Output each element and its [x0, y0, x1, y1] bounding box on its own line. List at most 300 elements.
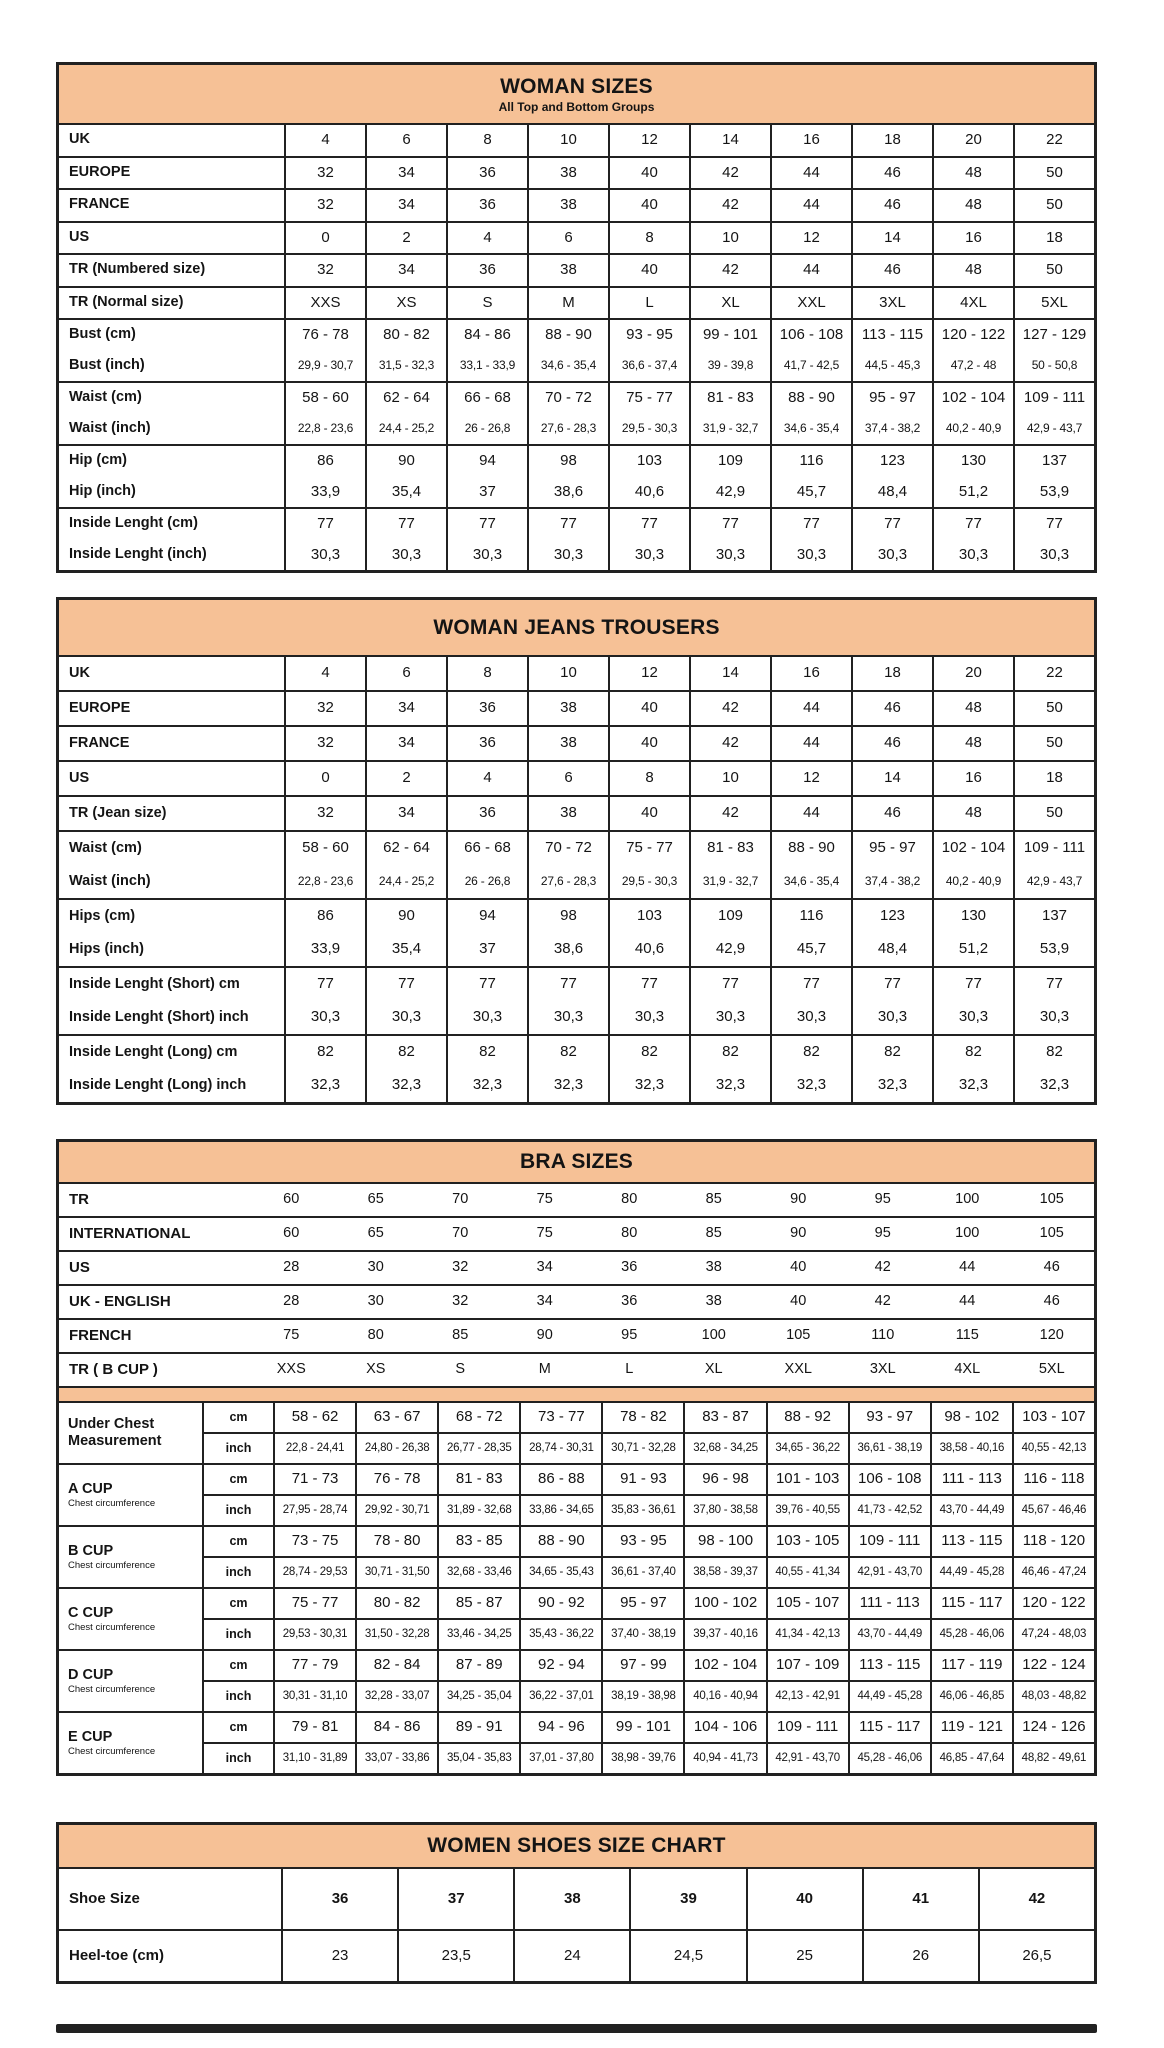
cell-value: S: [455, 1361, 466, 1378]
cell-value: 32,3: [770, 1069, 851, 1102]
table-band: [59, 444, 1094, 507]
row-label: FRENCH: [69, 1326, 132, 1344]
cell-value: 41: [862, 1869, 978, 1929]
cell-value: 45,28 - 46,06: [848, 1744, 930, 1773]
cell-value: 107 - 109: [766, 1651, 848, 1680]
row-label: Bust (inch): [69, 356, 145, 373]
cell-value: 38: [527, 727, 608, 760]
cell-value: 47,2 - 48: [932, 351, 1013, 382]
cell-value: 77: [446, 509, 527, 540]
cup-sublabel: Chest circumference: [68, 1560, 156, 1572]
cell-value: 37,4 - 38,2: [851, 865, 932, 898]
cup-name: B CUP: [68, 1542, 114, 1559]
cell-value: 30,3: [446, 1001, 527, 1034]
cell-value: 90: [790, 1191, 807, 1208]
cell-value: XXL: [784, 1361, 812, 1378]
cell-value: 77: [770, 968, 851, 1001]
cell-value: S: [446, 288, 527, 319]
cell-value: 4: [446, 223, 527, 254]
cell-value: 44,49 - 45,28: [848, 1682, 930, 1711]
cell-value: 28: [283, 1259, 300, 1276]
cell-value: 39: [629, 1869, 745, 1929]
cell-value: 95 - 97: [851, 832, 932, 865]
cell-value: 45,67 - 46,46: [1012, 1496, 1094, 1525]
cell-value: 51,2: [932, 933, 1013, 966]
cell-value: 41,73 - 42,52: [848, 1496, 930, 1525]
table-band: [59, 830, 1094, 898]
cell-value: 12: [770, 223, 851, 254]
cell-value: 32,3: [284, 1069, 365, 1102]
cell-value: 40,55 - 41,34: [766, 1558, 848, 1587]
cell-value: 113 - 115: [851, 320, 932, 351]
cell-value: 82: [689, 1036, 770, 1069]
cell-value: 37: [397, 1869, 513, 1929]
table-row: [204, 1680, 1094, 1711]
cell-value: 30,3: [932, 1001, 1013, 1034]
cell-value: 58 - 60: [284, 383, 365, 414]
table-row: [204, 1465, 1094, 1494]
cell-value: 34,65 - 35,43: [519, 1558, 601, 1587]
cell-value: 30,3: [365, 1001, 446, 1034]
cell-value: 101 - 103: [766, 1465, 848, 1494]
row-label: TR (Numbered size): [69, 261, 206, 278]
cell-value: 32,68 - 33,46: [437, 1558, 519, 1587]
cell-value: 44: [770, 797, 851, 830]
cell-value: 120 - 122: [932, 320, 1013, 351]
cell-value: 16: [770, 125, 851, 156]
cell-value: 24,5: [629, 1931, 745, 1981]
cell-value: 43,70 - 44,49: [848, 1620, 930, 1649]
cell-value: 12: [608, 657, 689, 690]
cell-value: 51,2: [932, 477, 1013, 508]
cell-value: 23: [281, 1931, 397, 1981]
cup-rows: [204, 1465, 1094, 1525]
table-row: [59, 692, 1094, 725]
cell-value: 32,28 - 33,07: [355, 1682, 437, 1711]
cell-value: 46: [1043, 1293, 1060, 1310]
cup-band: [59, 1711, 1094, 1773]
unit-label: cm: [229, 1533, 248, 1548]
cell-value: 53,9: [1013, 477, 1094, 508]
row-label: Inside Lenght (inch): [69, 545, 207, 562]
cell-value: 60: [283, 1225, 300, 1242]
cell-value: L: [608, 288, 689, 319]
cup-label: [59, 1465, 204, 1525]
cell-value: 123: [851, 446, 932, 477]
cell-value: M: [527, 288, 608, 319]
cell-value: 90: [365, 446, 446, 477]
cell-value: 77: [851, 968, 932, 1001]
cell-value: 48,4: [851, 933, 932, 966]
cell-value: 99 - 101: [689, 320, 770, 351]
woman-sizes-table: [56, 62, 1097, 573]
cell-value: 42,9: [689, 933, 770, 966]
cell-value: 81 - 83: [437, 1465, 519, 1494]
cell-value: 94 - 96: [519, 1713, 601, 1742]
cell-value: 41,34 - 42,13: [766, 1620, 848, 1649]
cell-value: 84 - 86: [446, 320, 527, 351]
cell-value: 4: [446, 762, 527, 795]
row-label: US: [69, 1258, 90, 1276]
cell-value: 77 - 79: [273, 1651, 355, 1680]
cell-value: 35,4: [365, 933, 446, 966]
cell-value: 42: [689, 727, 770, 760]
cell-value: 83 - 87: [683, 1403, 765, 1432]
bra-sizes-table: [56, 1139, 1097, 1776]
cell-value: 40,94 - 41,73: [683, 1744, 765, 1773]
cell-value: 8: [446, 125, 527, 156]
cell-value: 27,6 - 28,3: [527, 414, 608, 445]
cell-value: 66 - 68: [446, 832, 527, 865]
cell-value: 110: [871, 1327, 895, 1344]
cell-value: 47,24 - 48,03: [1012, 1620, 1094, 1649]
bra-table-header: [59, 1142, 1094, 1182]
cell-value: 98 - 100: [683, 1527, 765, 1556]
table-row: [59, 1869, 1094, 1929]
cell-value: M: [538, 1361, 551, 1378]
cell-value: 62 - 64: [365, 832, 446, 865]
cell-value: 44: [770, 190, 851, 221]
table-band: [59, 1182, 1094, 1216]
table-band: [59, 725, 1094, 760]
cell-value: 22,8 - 24,41: [273, 1434, 355, 1463]
cell-value: 85 - 87: [437, 1589, 519, 1618]
cell-value: 26 - 26,8: [446, 414, 527, 445]
cell-value: 35,04 - 35,83: [437, 1744, 519, 1773]
cell-value: 50: [1013, 727, 1094, 760]
table-row: [59, 383, 1094, 414]
cell-value: 137: [1013, 900, 1094, 933]
cup-name: D CUP: [68, 1666, 114, 1683]
cup-band: [59, 1525, 1094, 1587]
row-label: US: [69, 228, 90, 245]
cell-value: 50: [1013, 797, 1094, 830]
cell-value: 40,2 - 40,9: [932, 865, 1013, 898]
cell-value: 31,9 - 32,7: [689, 414, 770, 445]
cell-value: 113 - 115: [848, 1651, 930, 1680]
cell-value: 31,5 - 32,3: [365, 351, 446, 382]
table-row: [59, 1931, 1094, 1981]
cell-value: 34,6 - 35,4: [770, 865, 851, 898]
cell-value: 77: [365, 509, 446, 540]
cell-value: 10: [527, 657, 608, 690]
row-label: Heel-toe (cm): [69, 1946, 165, 1964]
cell-value: 40,55 - 42,13: [1012, 1434, 1094, 1463]
table-row: [59, 1354, 1094, 1386]
cell-value: 24,4 - 25,2: [365, 865, 446, 898]
cell-value: 24,80 - 26,38: [355, 1434, 437, 1463]
cell-value: 92 - 94: [519, 1651, 601, 1680]
cell-value: 38,19 - 38,98: [601, 1682, 683, 1711]
cell-value: 34: [365, 255, 446, 286]
cell-value: 5XL: [1013, 288, 1094, 319]
cell-value: 38,98 - 39,76: [601, 1744, 683, 1773]
cell-value: 85: [452, 1327, 469, 1344]
cell-value: 73 - 75: [273, 1527, 355, 1556]
table-band: [59, 188, 1094, 221]
cell-value: 88 - 92: [766, 1403, 848, 1432]
cell-value: 36: [621, 1259, 638, 1276]
cell-value: 34: [365, 797, 446, 830]
cell-value: 30,3: [1013, 540, 1094, 571]
cell-value: 10: [689, 223, 770, 254]
cell-value: 80: [621, 1225, 638, 1242]
table-row: [59, 351, 1094, 382]
table-band: [59, 655, 1094, 690]
cell-value: 66 - 68: [446, 383, 527, 414]
cell-value: 90: [536, 1327, 553, 1344]
cell-value: 33,1 - 33,9: [446, 351, 527, 382]
unit-label: inch: [225, 1750, 252, 1765]
table-row: [59, 1252, 1094, 1284]
cell-value: 109 - 111: [1013, 832, 1094, 865]
cell-value: 70 - 72: [527, 383, 608, 414]
cell-value: 94: [446, 900, 527, 933]
cell-value: 32: [284, 190, 365, 221]
cell-value: 46: [851, 692, 932, 725]
cell-value: 25: [746, 1931, 862, 1981]
cell-value: 29,92 - 30,71: [355, 1496, 437, 1525]
cell-value: 113 - 115: [930, 1527, 1012, 1556]
cell-value: 88 - 90: [770, 832, 851, 865]
cell-value: 40,6: [608, 933, 689, 966]
cell-value: 95 - 97: [851, 383, 932, 414]
cell-value: 26,5: [978, 1931, 1094, 1981]
cell-value: 83 - 85: [437, 1527, 519, 1556]
cell-value: 34,65 - 36,22: [766, 1434, 848, 1463]
cell-value: 27,6 - 28,3: [527, 865, 608, 898]
cell-value: 79 - 81: [273, 1713, 355, 1742]
cell-value: 120 - 122: [1012, 1589, 1094, 1618]
cell-value: 6: [527, 223, 608, 254]
cell-value: 48,82 - 49,61: [1012, 1744, 1094, 1773]
row-label: UK: [69, 131, 90, 148]
cell-value: 41,7 - 42,5: [770, 351, 851, 382]
table-row: [204, 1742, 1094, 1773]
cell-value: XL: [704, 1361, 723, 1378]
cell-value: 42,13 - 42,91: [766, 1682, 848, 1711]
cell-value: 48: [932, 727, 1013, 760]
cell-value: 40,16 - 40,94: [683, 1682, 765, 1711]
cell-value: 40: [608, 190, 689, 221]
row-label: UK: [69, 664, 90, 681]
cup-name: A CUP: [68, 1480, 113, 1497]
cell-value: XS: [366, 1361, 386, 1378]
cell-value: 123: [851, 900, 932, 933]
cup-rows: [204, 1713, 1094, 1773]
cell-value: 46: [851, 727, 932, 760]
cup-rows: [204, 1651, 1094, 1711]
row-label: TR (Normal size): [69, 293, 184, 310]
row-label: Inside Lenght (Short) cm: [69, 975, 240, 992]
cell-value: 32: [452, 1293, 469, 1310]
cell-value: 30,3: [689, 1001, 770, 1034]
table-title: BRA SIZES: [519, 1150, 634, 1173]
table-row: [59, 1218, 1094, 1250]
cell-value: 71 - 73: [273, 1465, 355, 1494]
table-row: [59, 933, 1094, 966]
cell-value: 88 - 90: [519, 1527, 601, 1556]
cell-value: 42: [874, 1259, 891, 1276]
row-label: Inside Lenght (Long) cm: [69, 1043, 238, 1060]
cell-value: 27,95 - 28,74: [273, 1496, 355, 1525]
cell-value: 34: [536, 1259, 553, 1276]
cell-value: 36,61 - 37,40: [601, 1558, 683, 1587]
cell-value: 103: [608, 900, 689, 933]
cell-value: 48: [932, 692, 1013, 725]
table-band: [59, 795, 1094, 830]
cell-value: 45,28 - 46,06: [930, 1620, 1012, 1649]
cell-value: 45,7: [770, 933, 851, 966]
cell-value: 37,01 - 37,80: [519, 1744, 601, 1773]
row-label: INTERNATIONAL: [69, 1224, 191, 1242]
cell-value: 18: [1013, 223, 1094, 254]
cell-value: 90: [790, 1225, 807, 1242]
cell-value: 34,25 - 35,04: [437, 1682, 519, 1711]
unit-label: inch: [225, 1502, 252, 1517]
cell-value: 77: [689, 509, 770, 540]
row-label: FRANCE: [69, 196, 130, 213]
cell-value: 10: [527, 125, 608, 156]
cell-value: 36: [446, 255, 527, 286]
table-band: [59, 507, 1094, 570]
cell-value: 34: [365, 692, 446, 725]
cell-value: 44,49 - 45,28: [930, 1558, 1012, 1587]
cell-value: 88 - 90: [527, 320, 608, 351]
cell-value: XS: [365, 288, 446, 319]
cell-value: 65: [367, 1191, 384, 1208]
cell-value: 77: [284, 509, 365, 540]
cell-value: 30,3: [932, 540, 1013, 571]
table-row: [204, 1556, 1094, 1587]
cell-value: 111 - 113: [930, 1465, 1012, 1494]
row-label: TR ( B CUP ): [69, 1360, 158, 1378]
cell-value: XXS: [276, 1361, 306, 1378]
cell-value: 77: [932, 968, 1013, 1001]
cell-value: 82: [608, 1036, 689, 1069]
cell-value: 30,3: [284, 1001, 365, 1034]
unit-label: cm: [229, 1719, 248, 1734]
cell-value: 70: [452, 1191, 469, 1208]
cell-value: 98 - 102: [930, 1403, 1012, 1432]
cell-value: 34: [365, 158, 446, 189]
table-row: [59, 797, 1094, 830]
cell-value: 46: [851, 158, 932, 189]
table-band: [59, 286, 1094, 319]
cell-value: 46: [851, 255, 932, 286]
table-row: [59, 900, 1094, 933]
cup-sublabel: Chest circumference: [68, 1684, 156, 1696]
cell-value: 100: [701, 1327, 726, 1344]
cell-value: 42: [689, 158, 770, 189]
cell-value: 38: [527, 158, 608, 189]
cell-value: 46,85 - 47,64: [930, 1744, 1012, 1773]
cell-value: 38: [527, 692, 608, 725]
table-row: [59, 1184, 1094, 1216]
table-band: [59, 318, 1094, 381]
cell-value: 35,43 - 36,22: [519, 1620, 601, 1649]
cell-value: 38: [705, 1293, 722, 1310]
cell-value: 50: [1013, 190, 1094, 221]
cell-value: 32,3: [608, 1069, 689, 1102]
cell-value: 36,61 - 38,19: [848, 1434, 930, 1463]
cell-value: 38: [527, 255, 608, 286]
table-band: [59, 1250, 1094, 1284]
cell-value: 30,3: [851, 540, 932, 571]
unit-label: cm: [229, 1471, 248, 1486]
cell-value: 77: [689, 968, 770, 1001]
cell-value: 77: [851, 509, 932, 540]
cell-value: 95: [621, 1327, 638, 1344]
cell-value: 48: [932, 255, 1013, 286]
cell-value: 42: [689, 255, 770, 286]
cell-value: 98: [527, 446, 608, 477]
cell-value: 130: [932, 900, 1013, 933]
cell-value: 42: [874, 1293, 891, 1310]
cell-value: 86: [284, 900, 365, 933]
cell-value: 82: [851, 1036, 932, 1069]
cell-value: 36: [446, 692, 527, 725]
cell-value: 32,68 - 34,25: [683, 1434, 765, 1463]
table-row: [59, 727, 1094, 760]
cell-value: 42: [978, 1869, 1094, 1929]
table-row: [59, 125, 1094, 156]
table-band: [59, 898, 1094, 966]
cell-value: 42: [689, 692, 770, 725]
cell-value: 77: [608, 968, 689, 1001]
table-row: [59, 288, 1094, 319]
cell-value: 30,3: [527, 1001, 608, 1034]
cell-value: 30,71 - 32,28: [601, 1434, 683, 1463]
cell-value: 30,3: [608, 1001, 689, 1034]
cell-value: 32,3: [689, 1069, 770, 1102]
cell-value: 32: [284, 692, 365, 725]
cell-value: 89 - 91: [437, 1713, 519, 1742]
cell-value: 58 - 62: [273, 1403, 355, 1432]
unit-label: inch: [225, 1564, 252, 1579]
row-label: Bust (cm): [69, 326, 136, 343]
table-row: [59, 446, 1094, 477]
cell-value: 75: [536, 1225, 553, 1242]
table-row: [59, 968, 1094, 1001]
cell-value: 75 - 77: [273, 1589, 355, 1618]
cell-value: 77: [1013, 509, 1094, 540]
row-label: UK - ENGLISH: [69, 1292, 171, 1310]
table-row: [204, 1713, 1094, 1742]
cell-value: 82: [770, 1036, 851, 1069]
table-band: [59, 1284, 1094, 1318]
cell-value: 36,6 - 37,4: [608, 351, 689, 382]
cell-value: 62 - 64: [365, 383, 446, 414]
cell-value: 102 - 104: [683, 1651, 765, 1680]
cell-value: 32,3: [932, 1069, 1013, 1102]
cell-value: 33,46 - 34,25: [437, 1620, 519, 1649]
cell-value: 36: [446, 797, 527, 830]
cell-value: 75 - 77: [608, 383, 689, 414]
cup-band: [59, 1463, 1094, 1525]
table-title: WOMAN JEANS TROUSERS: [433, 615, 720, 639]
cell-value: 26: [862, 1931, 978, 1981]
cell-value: 40: [790, 1293, 807, 1310]
cell-value: 46,46 - 47,24: [1012, 1558, 1094, 1587]
cell-value: 102 - 104: [932, 832, 1013, 865]
cell-value: 87 - 89: [437, 1651, 519, 1680]
table-row: [59, 414, 1094, 445]
table-row: [59, 762, 1094, 795]
cell-value: 29,5 - 30,3: [608, 414, 689, 445]
cup-name: E CUP: [68, 1728, 113, 1745]
cell-value: 73 - 77: [519, 1403, 601, 1432]
